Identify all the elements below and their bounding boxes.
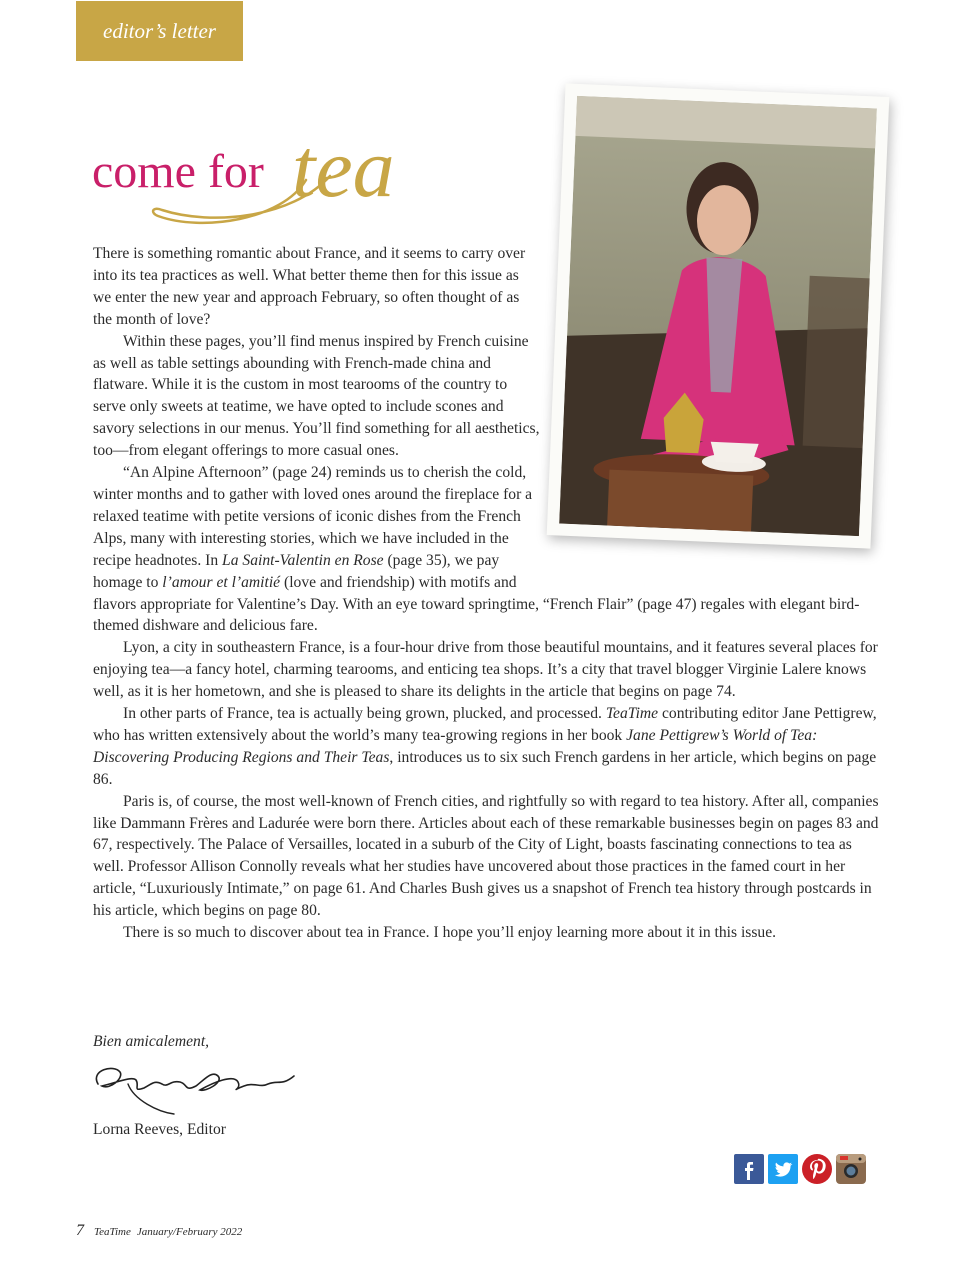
- twitter-icon[interactable]: [768, 1154, 798, 1184]
- paragraph-text: Lyon, a city in southeastern France, is a four-hour drive from those beautiful mountains, and it features several places for enjoying tea—a fancy hotel, charming tearooms, and enticing tea shops. It’s a city that travel blogger Virginie Lalere knows well, as it is her hometown, and she is pleased to share its delights in the article that begins on page 74.: [93, 639, 878, 701]
- section-tag: editor’s letter: [76, 1, 243, 61]
- paragraph-text: “An Alpine Afternoon” (page 24) reminds us to cherish the cold, winter months and to gather with loved ones around the fireplace for a relaxed teatime with petite versions of iconic dishes from the French Alps, many with interesting stories, which we have included in the recipe headnotes. In: [93, 464, 533, 569]
- editor-signature: [88, 1056, 303, 1118]
- photo-wrap-space: [540, 243, 885, 580]
- headline-come-for: come for: [92, 145, 264, 198]
- headline-tea: tea: [292, 122, 395, 215]
- article-paragraph: [93, 637, 885, 703]
- paragraph-text: There is something romantic about France, and it seems to carry over into its tea practices as well. What better theme then for this issue as we enter the new year and approach February, so often thought of as the month of love?: [93, 245, 526, 328]
- pinterest-icon[interactable]: [802, 1154, 832, 1184]
- article-paragraph: [93, 703, 885, 791]
- italic-text: Jane Pettigrew’s World of Tea: Discovering Producing Regions and Their Teas: [93, 726, 818, 766]
- paragraph-text: , introduces us to six such French gardens in her article, which begins on page 86.: [93, 748, 877, 788]
- paragraph-text: (page 35), we pay homage to: [93, 551, 500, 591]
- paragraph-text: There is so much to discover about tea in France. I hope you’ll enjoy learning more about it in this issue.: [123, 924, 777, 942]
- headline-tea-script: [92, 120, 452, 235]
- issue-date: January/February 2022: [136, 1226, 243, 1238]
- page-number: 7: [76, 1222, 84, 1239]
- magazine-name: TeaTime: [94, 1226, 131, 1238]
- facebook-icon[interactable]: [734, 1154, 764, 1184]
- article-body: [93, 243, 885, 944]
- page-footer: [76, 1222, 242, 1240]
- italic-text: l’amour et l’amitié: [162, 573, 281, 591]
- italic-text: TeaTime: [605, 705, 659, 723]
- social-links: [734, 1154, 866, 1184]
- paragraph-text: In other parts of France, tea is actually being grown, plucked, and processed.: [123, 705, 606, 723]
- italic-text: La Saint-Valentin en Rose: [222, 551, 384, 569]
- signoff: Bien amicalement,: [93, 1033, 210, 1050]
- paragraph-text: Within these pages, you’ll find menus inspired by French cuisine as well as table settings abounding with French-made china and flatware. While it is the custom in most tearooms of the country to serve only sweets at teatime, we have opted to include scones and savory selections in our menus. You’ll find something for all aesthetics, too—from elegant offerings to more casual ones.: [93, 332, 540, 460]
- instagram-icon[interactable]: [836, 1154, 866, 1184]
- editor-name: Lorna Reeves, Editor: [93, 1121, 226, 1138]
- article-paragraph: [93, 791, 885, 922]
- paragraph-text: contributing editor Jane Pettigrew, who has written extensively about the world’s many tea-growing regions in her book: [93, 705, 877, 744]
- article-paragraph: [93, 922, 885, 944]
- paragraph-text: (love and friendship) with motifs and flavors appropriate for Valentine’s Day. With an eye toward springtime, “French Flair” (page 47) regales with elegant bird-themed dishware and delicious fare.: [93, 573, 860, 635]
- headline: [92, 120, 452, 235]
- paragraph-text: Paris is, of course, the most well-known of French cities, and rightfully so with regard to tea history. After all, companies like Dammann Frères and Ladurée were born there. Articles about each of these remarkable businesses begin on pages 83 and 67, respectively. The Palace of Versailles, located in a suburb of the City of Light, boasts fascinating connections to tea as well. Professor Allison Connolly reveals what her studies have uncovered about those practices in the famed court in her article, “Luxuriously Intimate,” on page 61. And Charles Bush gives us a snapshot of French tea history through postcards in his article, which begins on page 80.: [93, 792, 879, 920]
